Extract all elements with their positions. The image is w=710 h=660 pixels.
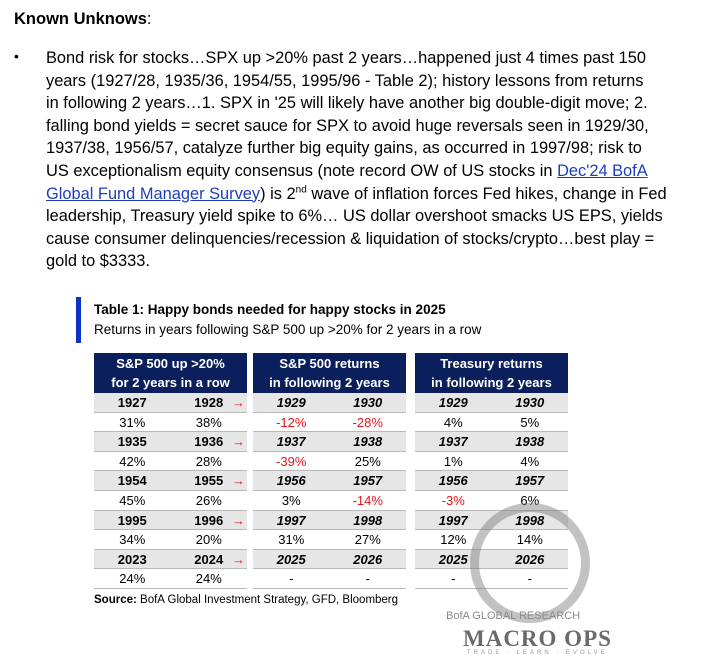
source-note (94, 594, 398, 606)
table-header-treasury-returns (415, 353, 568, 393)
table-row (94, 491, 247, 511)
year-cell: 1938 (353, 434, 383, 450)
year-cell: 1995 (117, 512, 147, 528)
source-text: BofA Global Investment Strategy, GFD, Bloomberg (136, 594, 399, 606)
return-cell: 14% (516, 532, 543, 548)
return-cell: - (527, 571, 532, 587)
fund-manager-survey-link[interactable]: Dec'24 BofA (557, 161, 648, 180)
table-accent-bar (76, 297, 81, 343)
return-cell: -3% (441, 492, 465, 508)
heading-colon: : (146, 10, 152, 28)
para-text: ) is 2 (260, 184, 296, 203)
table-row (253, 511, 406, 531)
return-cell: 4% (520, 453, 540, 469)
table-row (415, 452, 568, 472)
arrow-icon: → (232, 551, 245, 567)
return-cell: 6% (520, 492, 540, 508)
header-line: for 2 years in a row (111, 375, 230, 390)
table-row (253, 432, 406, 452)
para-text: wave of inflation forces Fed hikes, change in Fed (306, 184, 667, 203)
return-cell: 24% (119, 571, 146, 587)
table-row (253, 491, 406, 511)
macro-ops-tagline: TRADE · LEARN · EVOLVE (467, 650, 608, 656)
year-cell: 1954 (117, 473, 147, 489)
para-line (46, 160, 686, 183)
table-group-spx-up (94, 353, 247, 589)
return-cell: 5% (520, 414, 540, 430)
year-cell: 1956 (438, 473, 468, 489)
table-row (253, 452, 406, 472)
para-line: 1937/38, 1956/57, catalyze further big equity gains, as occurred in 1997/98; risk to (46, 139, 642, 158)
watermark-ring (470, 503, 590, 623)
return-cell: 31% (278, 532, 305, 548)
table-row (253, 550, 406, 570)
para-line: leadership, Treasury yield spike to 6%… US dollar overshoot smacks US EPS, yields (46, 207, 663, 226)
return-cell: 3% (281, 492, 301, 508)
year-cell: 1927 (117, 395, 147, 410)
arrow-icon: → (232, 512, 245, 528)
return-cell: -28% (352, 414, 383, 430)
page-heading (14, 10, 152, 29)
year-cell: 1930 (515, 395, 545, 410)
return-cell: 4% (443, 414, 463, 430)
year-cell: 1997 (276, 512, 306, 528)
year-cell: 1930 (353, 395, 383, 410)
arrow-icon: → (232, 434, 245, 450)
table-row (253, 413, 406, 433)
table-row (94, 432, 247, 452)
table-subtitle: Returns in years following S&P 500 up >20% for 2 years in a row (94, 322, 482, 337)
return-cell: 34% (119, 532, 146, 548)
return-cell: 20% (195, 532, 222, 548)
year-cell: 2023 (117, 551, 147, 567)
table-title: Table 1: Happy bonds needed for happy stocks in 2025 (94, 302, 446, 317)
return-cell: 42% (119, 453, 146, 469)
table-row (253, 569, 406, 589)
para-line: gold to $3333. (46, 252, 150, 271)
watermark-research: BofA GLOBAL RESEARCH (446, 610, 581, 622)
table-header-spx-returns (253, 353, 406, 393)
year-cell: 1957 (353, 473, 383, 489)
return-cell: 38% (195, 414, 222, 430)
return-cell: 1% (443, 453, 463, 469)
return-cell: 24% (195, 571, 222, 587)
year-cell: 1929 (276, 395, 306, 410)
year-cell: 2025 (276, 551, 306, 567)
para-line (46, 183, 686, 206)
para-line: years (1927/28, 1935/36, 1954/55, 1995/96 - Table 2); history lessons from returns (46, 71, 644, 90)
return-cell: 12% (440, 532, 467, 548)
year-cell: 2025 (438, 551, 468, 567)
table-row (94, 413, 247, 433)
return-cell: -12% (276, 414, 307, 430)
return-cell: -14% (352, 492, 383, 508)
year-cell: 1956 (276, 473, 306, 489)
table-row (94, 393, 247, 413)
table-row (94, 511, 247, 531)
para-line: Bond risk for stocks…SPX up >20% past 2 years…happened just 4 times past 150 (46, 49, 646, 67)
table-row (253, 471, 406, 491)
year-cell: 1998 (515, 512, 545, 528)
table-row (94, 471, 247, 491)
para-line: in following 2 years…1. SPX in '25 will likely have another big double-digit move; 2. (46, 94, 648, 113)
return-cell: 31% (119, 414, 146, 430)
header-line: S&P 500 up >20% (116, 356, 225, 371)
year-cell: 1937 (276, 434, 306, 450)
header-line: S&P 500 returns (279, 356, 380, 371)
para-line: cause consumer delinquencies/recession & liquidation of stocks/crypto…best play = (46, 229, 655, 248)
table-row (94, 452, 247, 472)
year-cell: 1938 (515, 434, 545, 450)
year-cell: 1955 (194, 473, 224, 489)
table-row (415, 413, 568, 433)
return-cell: 28% (195, 453, 222, 469)
year-cell: 1935 (117, 434, 147, 450)
para-text: US exceptionalism equity consensus (note record OW of US stocks in (46, 161, 558, 180)
macro-ops-logo: MACRO OPS (463, 626, 612, 651)
heading-title: Known Unknows (14, 10, 147, 28)
return-cell: -39% (276, 453, 307, 469)
header-line: in following 2 years (269, 375, 390, 390)
table-row (94, 569, 247, 589)
table-row (94, 530, 247, 550)
year-cell: 2026 (353, 551, 383, 567)
return-cell: 27% (354, 532, 381, 548)
table-row (94, 550, 247, 570)
return-cell: - (451, 571, 456, 587)
year-cell: 1937 (438, 434, 468, 450)
year-cell: 1957 (515, 473, 545, 489)
arrow-icon: → (232, 473, 245, 489)
table-header-spx-up (94, 353, 247, 393)
arrow-icon: → (232, 395, 245, 410)
table-row (253, 530, 406, 550)
year-cell: 2026 (515, 551, 545, 567)
table-row (253, 393, 406, 413)
table-row (415, 432, 568, 452)
year-cell: 1928 (194, 395, 224, 410)
table-group-spx-returns (253, 353, 406, 589)
table-row (415, 393, 568, 413)
return-cell: 25% (354, 453, 381, 469)
return-cell: - (365, 571, 370, 587)
return-cell: 45% (119, 492, 146, 508)
header-line: in following 2 years (431, 375, 552, 390)
bullet-marker: • (14, 48, 19, 64)
year-cell: 2024 (194, 551, 224, 567)
table-row (415, 471, 568, 491)
year-cell: 1998 (353, 512, 383, 528)
para-line: falling bond yields = secret sauce for SPX to avoid huge reversals seen in 1929/30, (46, 116, 649, 135)
year-cell: 1996 (194, 512, 224, 528)
header-line: Treasury returns (440, 356, 543, 371)
fund-manager-survey-link[interactable]: Global Fund Manager Survey (46, 184, 261, 203)
return-cell: 26% (195, 492, 222, 508)
year-cell: 1997 (438, 512, 468, 528)
bullet-paragraph (46, 47, 686, 273)
year-cell: 1929 (438, 395, 468, 410)
source-label: Source: (94, 594, 137, 606)
superscript-nd: nd (295, 184, 307, 196)
return-cell: - (289, 571, 294, 587)
year-cell: 1936 (194, 434, 224, 450)
